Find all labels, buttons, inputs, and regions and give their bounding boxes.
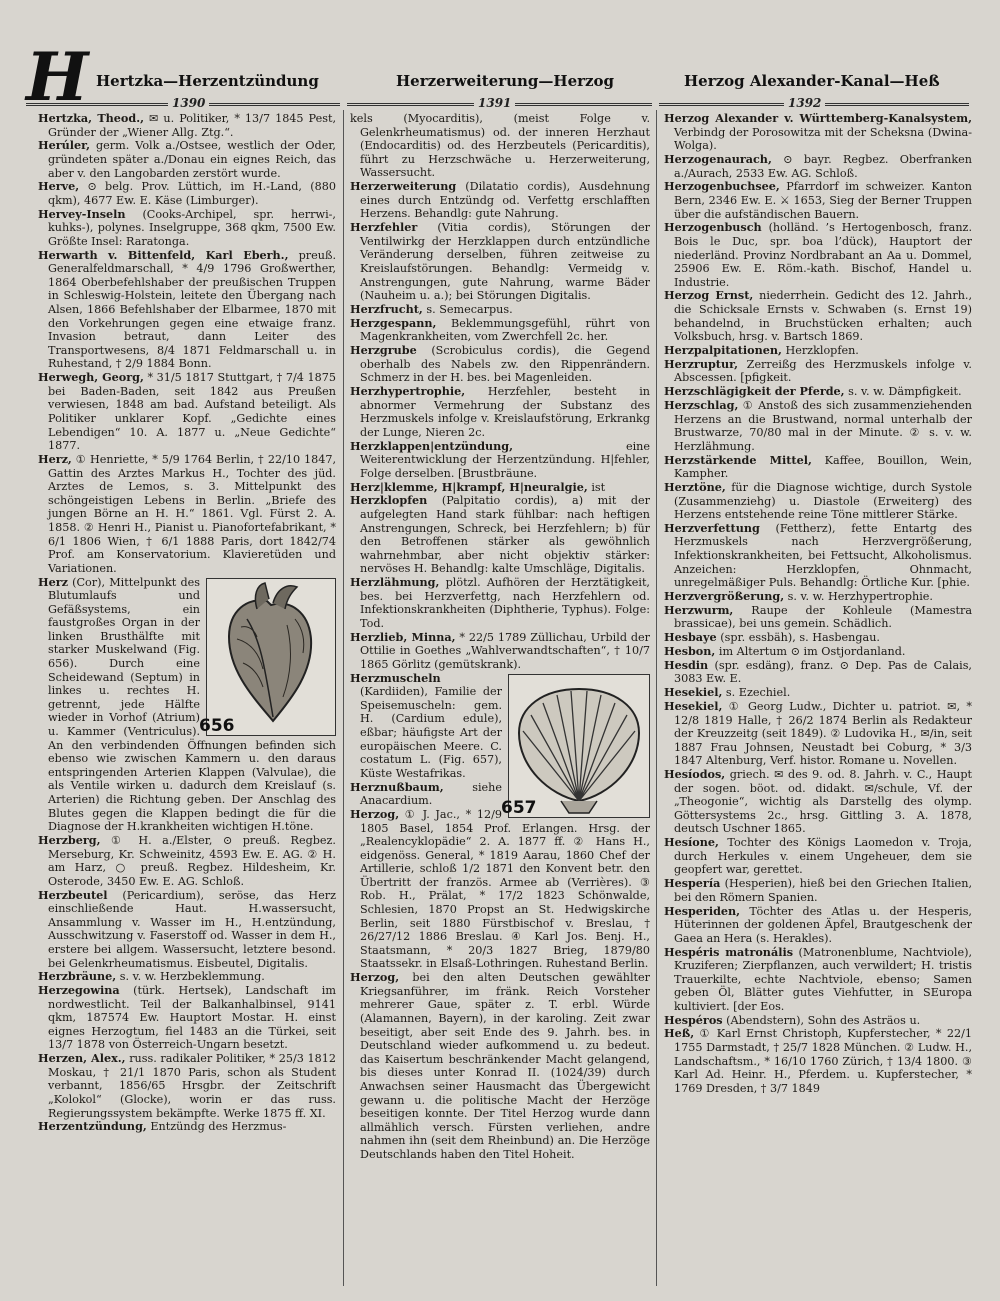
- center-page-title: Herzerweiterung—Herzog: [396, 72, 615, 90]
- entry-headword: Herzfrucht,: [350, 301, 423, 316]
- entry-text: ① H. a./Elster, ⊙ preuß. Regbez. Merseburg, Kr. Schweinitz, 4593 Ew. E. AG. ② H. am Harz, ○ preuß. Regbez. Hildesheim, Kr. Osterode, 3450 Ew. E. AG. Schloß.: [48, 833, 336, 888]
- entry-headword: Hesekiel,: [664, 698, 723, 713]
- dictionary-entry: [664, 905, 972, 946]
- entry-headword: Heß,: [664, 1026, 695, 1041]
- entry-text: (Vitia cordis), Störungen der Ventilwirkg der Herzklappen durch entzündliche Veränderung derselben, führen zeitweise zu Kreislaufstörungen. Behandlg: Vermeidg v. Anstrengungen, gute Nahrung, warme Bäder (Nauheim u. a.); bei Störungen Digitalis.: [360, 221, 650, 303]
- dictionary-entry: [664, 344, 972, 358]
- entry-text: ⊙ belg. Prov. Lüttich, im H.-Land, (880 qkm), 4677 Ew. E. Käse (Limburger).: [48, 180, 336, 207]
- dictionary-entry: [664, 877, 972, 904]
- entry-text: (spr. essbäh), s. Hasbengau.: [716, 631, 880, 645]
- entry-headword: Herz: [38, 574, 68, 589]
- entry-headword: Hertzka, Theod.,: [38, 112, 145, 125]
- entry-text: (Palpitatio cordis), a) mit der aufgelegten Hand stark fühlbar: nach heftigen Anstrengungen, Schreck, bei Herzfehlern; b) für den Betroffenen stärker als gewöhnlich wahrnehmbar, aber nicht objektiv stärker: nervöses H. Behandlg: kalte Umschläge, Digitalis.: [360, 494, 650, 576]
- entry-text: für die Diagnose wichtige, durch Systole (Zusammenziehg) u. Diastole (Erweiterg) des Herzens entstehende reine Töne mittlerer Stärke.: [674, 480, 972, 522]
- entry-headword: Herzogenbuchsee,: [664, 179, 780, 194]
- entry-headword: Herve,: [38, 179, 80, 194]
- entry-headword: Herzruptur,: [664, 356, 739, 371]
- entry-text: (Fettherz), fette Entartg des Herzmuskels nach Herzvergrößerung, Infektionskrankheiten, bei Fettsucht, Alkoholismus. Anzeichen: Herzklopfen, Ohnmacht, unregelmäßiger Puls. Behandlg: Örtliche Kur. [phie.: [674, 521, 972, 590]
- entry-headword: Herzmuscheln: [350, 670, 441, 685]
- entry-text: Raupe der Kohleule (Mamestra brassicae), bei uns gemein. Schädlich.: [674, 603, 972, 631]
- entry-text: (Dilatatio cordis), Ausdehnung eines durch Entzündg od. Verfettg erschlafften Herzens. Behandlg: gute Nahrung.: [360, 180, 650, 221]
- entry-headword: Herzpalpitationen,: [664, 343, 782, 358]
- entry-text: niederrhein. Gedicht des 12. Jahrh., die Schicksale Ernsts v. Schwaben (s. Ernst 19) behandelnd, in Bruchstücken erhalten; auch Volksbuch, hrsg. v. Bartsch 1869.: [674, 289, 972, 344]
- entry-headword: Hesbon,: [664, 643, 716, 658]
- entry-headword: Hesbaye: [664, 630, 717, 645]
- entry-headword: Herzerweiterung: [350, 179, 457, 194]
- figure-657: [501, 674, 650, 818]
- dictionary-entry: [38, 984, 336, 1052]
- entry-headword: Herzog,: [350, 806, 400, 821]
- entry-text: (spr. esdäng), franz. ⊙ Dep. Pas de Calais, 3083 Ew. E.: [674, 658, 972, 686]
- dictionary-entry: [350, 344, 650, 385]
- page-number-right: 1392: [784, 96, 825, 110]
- entry-text: (Scrobiculus cordis), die Gegend oberhalb des Nabels zw. den Rippenrändern. Schmerz in der H. bes. bei Magenleiden.: [360, 344, 650, 385]
- dictionary-entry: [664, 604, 972, 631]
- dictionary-entry: [38, 576, 336, 834]
- entry-text: Pfarrdorf im schweizer. Kanton Bern, 2346 Ew. E. ⚔ 1653, Sieg der Berner Truppen über die aufständischen Bauern.: [674, 180, 972, 221]
- entry-text: (Pericardium), seröse, das Herz einschließende Haut. H.wassersucht, Ansammlung v. Wasser im H., H.entzündung, Ausschwitzung v. Faserstoff od. Wasser in dem H., erstere bei allgem. Wassersucht, letztere besond. bei Gelenkrheumatismus. Eisbeutel, Digitalis.: [48, 888, 336, 970]
- entry-text: (türk. Hertsek), Landschaft im nordwestlicht. Teil der Balkanhalbinsel, 9141 qkm, 187574 Ew. Hauptort Mostar. H. einst eignes Herzogtum, fiel 1483 an die Türkei, seit 13/7 1878 von Österreich-Ungarn besetzt.: [48, 984, 336, 1052]
- dictionary-entry: [38, 453, 336, 575]
- dictionary-entry: [664, 153, 972, 180]
- dictionary-entry: [350, 303, 650, 317]
- dictionary-entry: [38, 371, 336, 453]
- dictionary-entry: [664, 946, 972, 1014]
- entry-text: (holländ. ’s Hertogenbosch, franz. Bois le Duc, spr. boa l’dück), Hauptort der niederländ. Provinz Nordbrabant an Aa u. Dommel, 25906 Ew. E. Röm.-kath. Bischof, Handel u. Industrie.: [674, 221, 972, 289]
- dictionary-entry: [350, 481, 650, 495]
- column-1: [38, 112, 336, 1292]
- entry-headword: Herzhypertrophie,: [350, 384, 466, 398]
- entry-headword: Herznußbaum,: [350, 779, 444, 794]
- dictionary-entry: [350, 112, 650, 180]
- entry-text: ① J. Jac., * 12/9 1805 Basel, 1854 Prof. Erlangen. Hrsg. der „Realencyklopädie“ 2. A. 1877 ff. ② Hans H., eidgenöss. General, * 1819 Aarau, 1860 Chef der Artillerie, schloß 1/2 1871 den Konvent betr. den Übertritt der französ. Armee ab (Verrières). ③ Rob. H., Prälat, * 17/2 1823 Schönwalde, Schlesien, 1870 Propst an St. Hedwigskirche Berlin, seit 1880 Fürstbischof v. Breslau, † 26/27/12 1886 Breslau. ④ Karl Jos. Benj. H., Staatsmann, * 20/3 1827 Brieg, 1879/80 Staatssekr. in Elsaß-Lothringen. Ruhestand Berlin.: [360, 807, 650, 971]
- dictionary-entry: [664, 1014, 972, 1028]
- dictionary-entry: [38, 208, 336, 249]
- page-number-left: 1390: [168, 96, 209, 110]
- entry-text: ist: [587, 480, 606, 494]
- entry-text: griech. ✉ des 9. od. 8. Jahrh. v. C., Haupt der sogen. böot. od. didakt. ✉/schule, Vf. der „Theogonie“, wichtig als Darstellg des olymp. Göttersystems 2c., hrsg. Gittling 3. A. 1878, deutsch Uschner 1865.: [674, 768, 972, 836]
- entry-text: ① Georg Ludw., Dichter u. patriot. ✉, * 12/8 1819 Halle, † 26/2 1874 Berlin als Redakteur der Kreuzzeitg (seit 1849). ② Ludovika H., ✉/in, seit 1887 Frau Johnsen, Neustadt bei Coburg, * 3/3 1847 Altenburg, Verf. histor. Romane u. Novellen.: [674, 699, 972, 768]
- entry-headword: Herzfehler: [350, 220, 418, 235]
- entry-headword: Hervey-Inseln: [38, 206, 126, 221]
- dictionary-entry: [38, 180, 336, 207]
- dictionary-entry: [38, 1052, 336, 1120]
- entry-headword: Herwegh, Georg,: [38, 370, 144, 385]
- entry-headword: Herzog,: [350, 970, 400, 985]
- entry-text: * 22/5 1789 Züllichau, Urbild der Ottilie in Goethes „Wahlverwandtschaften“, † 10/7 1865 Görlitz (gemütskrank).: [360, 630, 650, 671]
- entry-text: Entzündg des Herzmus-: [146, 1120, 287, 1134]
- entry-headword: Hespéros: [664, 1012, 723, 1027]
- dictionary-entry: [350, 631, 650, 672]
- entry-text: Kaffee, Bouillon, Wein, Kampher.: [674, 453, 972, 481]
- dictionary-entry: [38, 249, 336, 371]
- column-2: [350, 112, 650, 1292]
- dictionary-entry: [350, 576, 650, 630]
- entry-headword: Herzberg,: [38, 832, 101, 847]
- dictionary-entry: [664, 358, 972, 385]
- entry-text: Herzfehler, besteht in abnormer Vermehrung der Substanz des Herzmuskels infolge v. Kreislaufstörung, Erkrankg der Lunge, Nieren 2c.: [360, 385, 650, 439]
- entry-headword: Herzverfettung: [664, 520, 760, 535]
- dictionary-entry: [38, 834, 336, 888]
- column-3: [664, 112, 972, 1292]
- entry-text: Töchter des Atlas u. der Hesperis, Hüterinnen der goldenen Äpfel, Brautgeschenk der Gaea an Hera (s. Herakles).: [674, 904, 972, 945]
- entry-text: ① Anstoß des sich zusammenziehenden Herzens an die Brustwand, normal unterhalb der Brustwarze, 70/80 mal in der Minute. ② s. v. w. Herzlähmung.: [674, 398, 972, 453]
- dictionary-entry: [664, 659, 972, 686]
- entry-headword: Herzegowina: [38, 983, 120, 998]
- entry-text: ⊙ bayr. Regbez. Oberfranken a./Aurach, 2533 Ew. AG. Schloß.: [674, 152, 972, 180]
- entry-headword: Herzschlägigkeit der Pferde,: [664, 384, 845, 399]
- dictionary-entry: [38, 1120, 336, 1134]
- entry-text: ① Henriette, * 5/9 1764 Berlin, † 22/10 1847, Gattin des Arztes Markus H., Tochter des jüd. Arztes de Lemos, s. 3. Mittelpunkt des schöngeistigen Lebens in Berlin. „Briefe des jungen Börne an H. H.“ 1861. Vgl. Fürst 2. A. 1858. ② Henri H., Pianist u. Pianofortefabrikant, * 6/1 1806 Wien, † 6/1 1888 Paris, dort 1842/74 Prof. am Konservatorium. Klavieretüden und Variationen.: [48, 452, 336, 575]
- entry-headword: Herzvergrößerung,: [664, 589, 785, 604]
- entry-text: Verbindg der Porosowitza mit der Scheksna (Dwina-Wolga).: [674, 125, 972, 153]
- dictionary-entry: [350, 971, 650, 1161]
- entry-headword: Herzstärkende Mittel,: [664, 452, 812, 467]
- dictionary-entry: [350, 440, 650, 481]
- dictionary-entry: [350, 317, 650, 344]
- figure-number: 657: [501, 798, 537, 818]
- entry-headword: Herzog Ernst,: [664, 288, 754, 303]
- entry-headword: Herzgrube: [350, 343, 417, 358]
- entry-headword: Hesíone,: [664, 835, 719, 850]
- column-separator: [343, 110, 344, 1286]
- entry-headword: Herzgespann,: [350, 315, 437, 330]
- dictionary-entry: [664, 1027, 972, 1095]
- dictionary-entry: [664, 631, 972, 645]
- dictionary-entry: [664, 645, 972, 659]
- section-letter: H: [26, 38, 89, 116]
- entry-text: bei den alten Deutschen gewählter Kriegsanführer, im fränk. Reich Vorsteher mehrerer Gaue, später z. T. erbl. Würde (Alamannen, Bayern), in der karoling. Zeit zwar beseitigt, aber seit Ende des 9. Jahrh. bes. in Deutschland wieder aufkommend u. zu bedeut. das Kaisertum beschränkender Macht gelangend, bis dieses unter Konrad II. (1024/39) durch Anwachsen seiner Hausmacht das Übergewicht gewann u. die politische Macht der Herzöge beseitigen konnte. Der Titel Herzog wurde dann allmählich versch. Fürsten verliehen, andre nahmen ihn (seit dem Rheinbund) an. Die Herzöge Deutschlands haben den Titel Hoheit.: [360, 971, 650, 1161]
- left-page-title: Hertzka—Herzentzündung: [96, 72, 319, 90]
- figure-656: [199, 578, 336, 736]
- entry-headword: Herztöne,: [664, 479, 726, 494]
- dictionary-entry: [350, 808, 650, 971]
- entry-text: ✉ u. Politiker, * 13/7 1845 Pest, Gründer der „Wiener Allg. Ztg.“.: [48, 112, 336, 139]
- entry-headword: Herzbeutel: [38, 887, 108, 902]
- entry-headword: Herzschlag,: [664, 397, 739, 412]
- entry-headword: Hesdin: [664, 657, 709, 672]
- dictionary-entry: [664, 454, 972, 481]
- dictionary-entry: [38, 970, 336, 984]
- entry-text: (Abendstern), Sohn des Asträos u.: [722, 1013, 921, 1027]
- entry-headword: Herzogenbusch: [664, 220, 762, 235]
- entry-text: Zerreißg des Herzmuskels infolge v. Abscessen. [pfigkeit.: [674, 357, 972, 385]
- dictionary-entry: [38, 139, 336, 180]
- entry-headword: Herzogenaurach,: [664, 151, 772, 166]
- entry-text: (Kardiiden), Familie der Speisemuscheln: gem. H. (Cardium edule), eßbar; häufigste Art der europäischen Meere. C. costatum L. (Fig. 657), Küste Westafrikas.: [360, 685, 502, 780]
- entry-text: Tochter des Königs Laomedon v. Troja, durch Herkules v. einem Ungeheuer, dem sie geopfert war, gerettet.: [674, 836, 972, 877]
- entry-text: (Cor), Mittelpunkt des Blutumlaufs und Gefäßsystems, ein faustgroßes Organ in der linken Brusthälfte mit starker Muskelwand (Fig. 656). Durch eine Scheidewand (Septum) in linkes u. rechtes H. getrennt, jede Hälfte wieder in Vorhof (Atrium) u. Kammer (Ventriculus). An den verbindenden Öffnungen befinden sich ebenso wie zwischen Kammern u. den daraus entspringenden Arterien Klappen (Valvulae), die als Ventile wirken u. dadurch dem Kreislauf (s. Arterien) die Richtung geben. Der Anschlag des Blutes gegen die Klappen bedingt die für die Diagnose der H.krankheiten wichtigen H.töne.: [48, 575, 336, 834]
- right-page-title: Herzog Alexander-Kanal—Heß: [684, 72, 940, 90]
- dictionary-entry: [664, 112, 972, 153]
- entry-text: plötzl. Aufhören der Herztätigkeit, bes. bei Herzverfettg, nach Herzfehlern od. Infektionskrankheiten (Diphtherie, Typhus). Folge: Tod.: [360, 576, 650, 630]
- entry-text: Beklemmungsgefühl, rührt von Magenkrankheiten, vom Zwerchfell 2c. her.: [360, 316, 650, 344]
- dictionary-entry: [38, 112, 336, 139]
- entry-text: siehe Anacardium.: [360, 780, 502, 808]
- dictionary-entry: [350, 385, 650, 439]
- entry-headword: Herzbräune,: [38, 969, 117, 984]
- dictionary-entry: [664, 686, 972, 700]
- entry-text: russ. radikaler Politiker, * 25/3 1812 Moskau, † 21/1 1870 Paris, schon als Student verbannt, 1856/65 Hrsgbr. der Zeitschrift „Kolokol“ (Glocke), worin er das russ. Regierungssystem bekämpfte. Werke 1875 ff. XI.: [48, 1052, 336, 1120]
- entry-headword: Herzklopfen: [350, 493, 428, 508]
- entry-headword: Herzklappen|entzündung,: [350, 438, 513, 453]
- entry-headword: Hesekiel,: [664, 685, 723, 700]
- entry-text: ① Karl Ernst Christoph, Kupferstecher, * 22/1 1755 Darmstadt, † 25/7 1828 München. ② Ludw. H., Landschaftsm., * 16/10 1760 Zürich, † 13/4 1800. ③ Karl Ad. Heinr. H., Pferdem. u. Kupferstecher, * 1769 Dresden, † 3/7 1849: [674, 1027, 972, 1095]
- dictionary-entry: [350, 494, 650, 576]
- entry-text: s. Ezechiel.: [722, 686, 791, 700]
- entry-text: germ. Volk a./Ostsee, westlich der Oder, gründeten später a./Donau ein eignes Reich, das aber v. den Langobarden zerstört wurde.: [48, 139, 336, 180]
- page-number-center: 1391: [474, 96, 515, 110]
- dictionary-entry: [664, 399, 972, 453]
- entry-headword: Herzog Alexander v. Württemberg-Kanalsystem,: [664, 112, 972, 125]
- entry-headword: Herzentzündung,: [38, 1119, 147, 1134]
- dictionary-entry: [664, 768, 972, 836]
- entry-headword: Hespéris matronális: [664, 944, 793, 959]
- entry-headword: Hesíodos,: [664, 767, 726, 782]
- dictionary-entry: [664, 221, 972, 289]
- entry-headword: Herz,: [38, 451, 72, 466]
- dictionary-entry: [664, 180, 972, 221]
- entry-text: s. v. w. Herzbeklemmung.: [116, 970, 265, 984]
- entry-headword: Hespería: [664, 876, 721, 891]
- entry-text: (Hesperien), hieß bei den Griechen Italien, bei den Römern Spanien.: [674, 877, 972, 904]
- entry-text: kels (Myocarditis), (meist Folge v. Gelenkrheumatismus) od. der inneren Herzhaut (Endocarditis) od. des Herzbeutels (Pericarditis), führt zu Herzschwäche u. Herzerweiterung, Wassersucht.: [350, 112, 650, 180]
- entry-text: eine Weiterentwicklung der Herzentzündung. H|fehler, Folge derselben. [Brustbräune.: [360, 439, 650, 480]
- entry-headword: Herz|klemme, H|krampf, H|neuralgie,: [350, 479, 588, 494]
- entry-headword: Herzlähmung,: [350, 575, 440, 590]
- dictionary-entry: [664, 481, 972, 522]
- entry-text: s. v. w. Herzhypertrophie.: [784, 590, 933, 604]
- figure-number: 656: [199, 715, 235, 736]
- dictionary-entry: [664, 385, 972, 399]
- entry-headword: Herzwurm,: [664, 602, 734, 617]
- entry-headword: Hesperiden,: [664, 903, 741, 918]
- entry-text: preuß. Generalfeldmarschall, * 4/9 1796 Großwerther, 1864 Oberbefehlshaber der preußischen Truppen in Schleswig-Holstein, leitete den Übergang nach Alsen, 1866 Befehlshaber der Elbarmee, 1870 mit den Vorkehrungen gegen eine etwaige franz. Invasion betraut, dann Leiter des Transportwesens, 8/4 1871 Feldmarschall u. in Ruhestand, † 2/9 1884 Bonn.: [48, 248, 336, 371]
- entry-text: (Cooks-Archipel, spr. herrwi-, kuhks-), polynes. Inselgruppe, 368 qkm, 7500 Ew. Größte Insel: Raratonga.: [48, 207, 336, 248]
- entry-headword: Herzlieb, Minna,: [350, 629, 456, 644]
- dictionary-entry: [664, 700, 972, 768]
- entry-text: Herzklopfen.: [781, 344, 859, 358]
- entry-headword: Herúler,: [38, 138, 91, 153]
- dictionary-entry: [664, 289, 972, 343]
- entry-text: s. v. w. Dämpfigkeit.: [844, 385, 962, 399]
- dictionary-entry: [664, 836, 972, 877]
- entry-text: (Matronenblume, Nachtviole), Kruziferen; Zierpflanzen, auch verwildert; H. tristis Trauerkilte, echte Nachtviole, ebenso; Samen geben Öl, Blätter gutes Viehfutter, in SEuropa kultiviert. [der Eos.: [674, 945, 972, 1013]
- dictionary-entry: [38, 889, 336, 971]
- entry-headword: Herwarth v. Bittenfeld, Karl Eberh.,: [38, 247, 289, 262]
- dictionary-entry: [350, 180, 650, 221]
- entry-headword: Herzen, Alex.,: [38, 1051, 126, 1066]
- entry-text: * 31/5 1817 Stuttgart, † 7/4 1875 bei Baden-Baden, seit 1842 aus Preußen verwiesen, 1848 am bad. Aufstand beteiligt. Als Politiker unklarer Kopf. „Gedichte eines Lebendigen“ 10. A. 1877 u. „Neue Gedichte“ 1877.: [48, 371, 336, 453]
- dictionary-entry: [350, 221, 650, 303]
- column-separator: [656, 110, 657, 1286]
- entry-text: im Altertum ⊙ im Ostjordanland.: [715, 644, 906, 658]
- entry-text: s. Semecarpus.: [422, 302, 513, 316]
- dictionary-entry: [664, 522, 972, 590]
- dictionary-entry: [664, 590, 972, 604]
